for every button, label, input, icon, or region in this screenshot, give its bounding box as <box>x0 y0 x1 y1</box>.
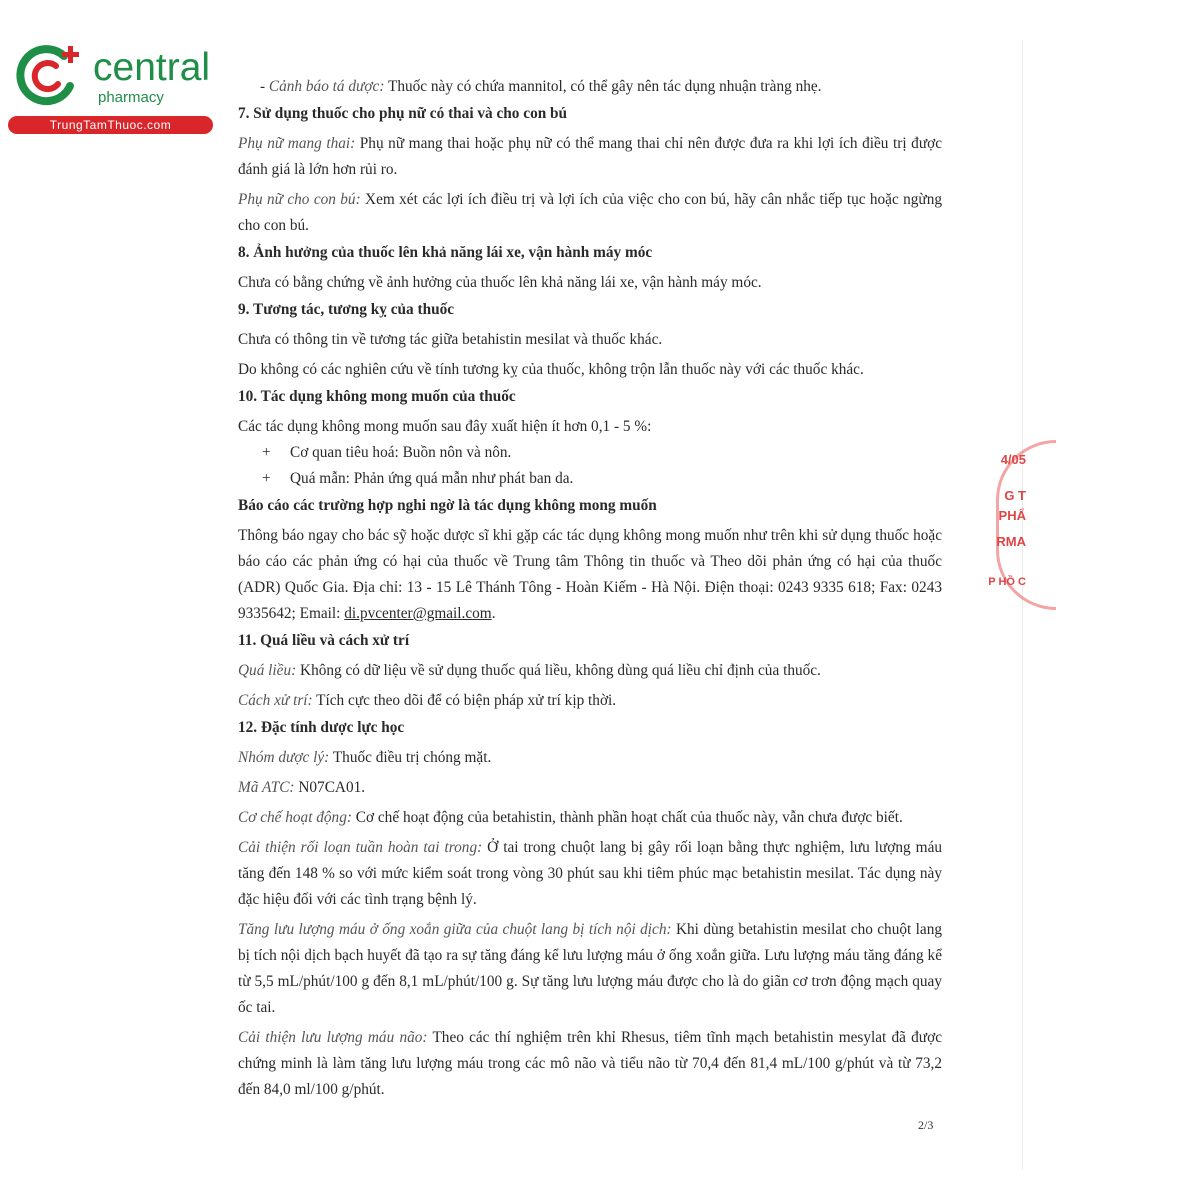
list-item: + Quá mẫn: Phản ứng quá mẫn như phát ban da. <box>238 466 942 492</box>
section-9-p2: Do không có các nghiên cứu về tính tương kỵ của thuốc, không trộn lẫn thuốc này với các thuốc khác. <box>238 361 864 378</box>
section-11-treatment: Cách xử trí: Tích cực theo dõi để có biện pháp xử trí kịp thời. <box>238 692 617 709</box>
section-12-ear: Cải thiện rối loạn tuần hoàn tai trong: Ở tai trong chuột lang bị gây rối loạn bằng thực nghiệm, lưu lượng máu tăng đến 148 % so với mức kiểm soát trong vòng 30 phút sau khi tiêm phúc mạc betahistin mesilat. Tác dụng này đặc hiệu đối với các tình trạng bệnh lý. <box>238 839 943 908</box>
stamp-text-4: RMA <box>996 534 1026 549</box>
email-link[interactable]: di.pvcenter@gmail.com <box>344 605 492 622</box>
section-12-group: Nhóm dược lý: Thuốc điều trị chóng mặt. <box>238 749 492 766</box>
section-7-title: 7. Sử dụng thuốc cho phụ nữ có thai và cho con bú <box>238 105 568 122</box>
section-7-breastfeeding: Phụ nữ cho con bú: Xem xét các lợi ích điều trị và lợi ích của việc cho con bú, hãy cân nhắc tiếp tục hoặc ngừng cho con bú. <box>238 191 943 234</box>
report-text: Thông báo ngay cho bác sỹ hoặc dược sĩ khi gặp các tác dụng không mong muốn như trên khi sử dụng thuốc hoặc báo cáo các phản ứng có hại của thuốc về Trung tâm Thông tin thuốc và Theo dõi phản ứng có hại của thuốc (ADR) Quốc Gia. Địa chỉ: 13 - 15 Lê Thánh Tông - Hoàn Kiếm - Hà Nội. Điện thoại: 0243 9335 618; Fax: 0243 9335642; Email: di.pvcenter@gmail.com. <box>238 527 942 622</box>
bullet-icon: + <box>262 444 271 461</box>
section-8-text: Chưa có bằng chứng về ảnh hưởng của thuốc lên khả năng lái xe, vận hành máy móc. <box>238 274 762 291</box>
section-7-pregnant: Phụ nữ mang thai: Phụ nữ mang thai hoặc phụ nữ có thể mang thai chỉ nên được đưa ra khi lợi ích điều trị được đánh giá là lớn hơn rủi ro. <box>238 135 942 178</box>
section-12-title: 12. Đặc tính dược lực học <box>238 719 405 736</box>
section-10-title: 10. Tác dụng không mong muốn của thuốc <box>238 388 516 405</box>
stamp-text-1: 4/05 <box>1000 452 1026 467</box>
list-item: + Cơ quan tiêu hoá: Buồn nôn và nôn. <box>238 440 942 466</box>
stamp-text-2: G T <box>1004 488 1026 503</box>
pharmacy-logo <box>8 40 213 140</box>
red-stamp-fragment <box>990 440 1030 610</box>
stamp-text-5: P HỒ C <box>988 576 1026 588</box>
section-8-title: 8. Ảnh hưởng của thuốc lên khả năng lái xe, vận hành máy móc <box>238 244 653 261</box>
page-number: 2/3 <box>918 1118 934 1132</box>
document-body <box>238 74 942 1103</box>
section-12-cochlea: Tăng lưu lượng máu ở ống xoắn giữa của chuột lang bị tích nội dịch: Khi dùng betahistin mesilat cho chuột lang bị tích nội dịch bạch huyết đã tạo ra sự tăng đáng kể lưu lượng máu ở ống xoắn giữa. Lưu lượng máu tăng đáng kể từ 5,5 mL/phút/100 g đến 8,1 mL/phút/100 g. Sự tăng lưu lượng máu được cho là do giãn cơ trơn động mạch quay ốc tai. <box>238 921 942 1016</box>
section-9-p1: Chưa có thông tin về tương tác giữa betahistin mesilat và thuốc khác. <box>238 331 663 348</box>
excipient-warning: - Cảnh báo tá dược: Thuốc này có chứa mannitol, có thể gây nên tác dụng nhuận tràng nhẹ. <box>260 78 822 95</box>
section-11-overdose: Quá liều: Không có dữ liệu về sử dụng thuốc quá liều, không dùng quá liều chỉ định của thuốc. <box>238 662 821 679</box>
logo-brand: central <box>93 46 211 89</box>
logo-sub: pharmacy <box>98 89 164 106</box>
section-9-title: 9. Tương tác, tương kỵ của thuốc <box>238 301 455 318</box>
section-12-atc: Mã ATC: N07CA01. <box>238 779 366 796</box>
report-title: Báo cáo các trường hợp nghi ngờ là tác dụng không mong muốn <box>238 497 657 514</box>
section-12-brain: Cải thiện lưu lượng máu não: Theo các thí nghiệm trên khỉ Rhesus, tiêm tĩnh mạch betahistin mesylat đã được chứng minh là làm tăng lưu lượng máu trong các mô não và tiểu não từ 70,4 đến 81,4 mL/100 g/phút và từ 73,2 đến 84,0 ml/100 g/phút. <box>238 1029 942 1098</box>
section-11-title: 11. Quá liều và cách xử trí <box>238 632 410 649</box>
section-12-mechanism: Cơ chế hoạt động: Cơ chế hoạt động của betahistin, thành phần hoạt chất của thuốc này, vẫn chưa được biết. <box>238 809 903 826</box>
central-pharmacy-logo-icon <box>12 40 84 112</box>
bullet-icon: + <box>262 470 271 487</box>
logo-url: TrungTamThuoc.com <box>8 116 213 134</box>
stamp-text-3: PHẨ <box>998 508 1026 523</box>
section-10-intro: Các tác dụng không mong muốn sau đây xuất hiện ít hơn 0,1 - 5 %: <box>238 418 652 435</box>
